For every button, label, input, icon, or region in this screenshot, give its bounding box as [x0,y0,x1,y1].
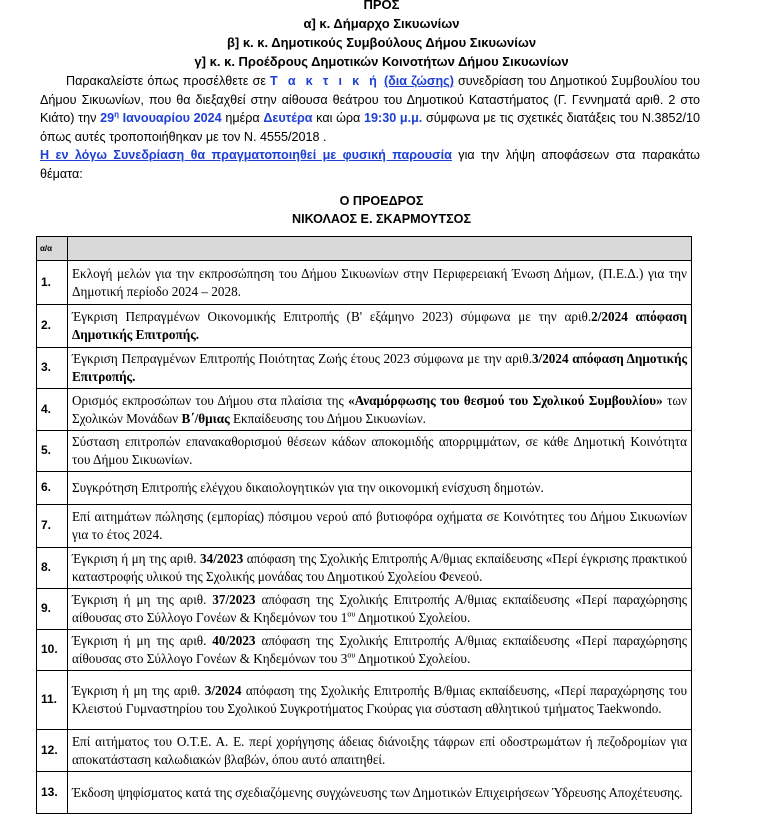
signature-name: ΝΙΚΟΛΑΟΣ Ε. ΣΚΑΡΜΟΥΤΣΟΣ [291,212,472,226]
agenda-row: 12. Επί αιτήματος του Ο.Τ.Ε. Α. Ε. περί χορήγησης άδειας διάνοιξης τάφρων επί οδοστρωμάτων ή πεζοδρομίων για αποκατάσταση καλωδιακών βλαβών, όπου αυτό απαιτηθεί. [37,730,692,772]
agenda-row: 5. Σύσταση επιτροπών επανακαθορισμού θέσεων κάδων αποκομιδής απορριμμάτων, σε κάθε Δημοτική Κοινότητα του Δήμου Σικυωνίων. [37,431,692,472]
agenda-header-subject [68,237,692,261]
addressee-presidents: γ] κ. κ. Προέδρους Δημοτικών Κοινοτήτων Δήμου Σικυωνίων [194,54,569,69]
agenda-row: 9. Έγκριση ή μη της αριθ. 37/2023 απόφαση της Σχολικής Επιτροπής Α/θμιας εκπαίδευσης «Περί παραχώρησης αίθουσας στο Σύλλογο Γονέων & Κηδεμόνων του $1^{o\upsilon}$ Δημοτικού Σχολείου. [37,589,692,630]
agenda-row: 4. Ορισμός εκπροσώπων του Δήμου στα πλαίσια της «Αναμόρφωσης του θεσμού του Σχολικού Συμβουλίου» των Σχολικών Μονάδων Β΄/θμιας Εκπαίδευσης του Δήμου Σικυωνίων. [37,389,692,431]
agenda-row: 11. Έγκριση ή μη της αριθ. 3/2024 απόφαση της Σχολικής Επιτροπής Β/θμιας εκπαίδευσης, «Περί παραχώρησης του Κλειστού Γυμναστηρίου του Σχολικού Συγκροτήματος Γκούρας για σύσταση αθλητικού τμήματος Taekwondo. [37,671,692,730]
agenda-row: 8. Έγκριση ή μη της αριθ. 34/2023 απόφαση της Σχολικής Επιτροπής Α/θμιας εκπαίδευσης «Περί έγκρισης πρακτικού καταστροφής υλικού της Σχολικής μονάδας του Δημοτικού Σχολείου Φενεού. [37,548,692,589]
addressee-label: ΠΡΟΣ [363,0,400,12]
invitation-text: Παρακαλείστε όπως προσέλθετε σε Τ α κ τ ι κ ή (δια ζώσης) συνεδρίαση του Δημοτικού Συμβουλίου του Δήμου Σικυωνίων, που θα διεξαχθεί στην αίθουσα θεάτρου του Δημοτικού Καταστήματος (Γ. Γεννηματά αριθ. 2 στο Κιάτο) την $29^\eta$ Ιανουαρίου 2024 ημέρα Δευτέρα και ώρα 19:30 μ.μ. σύμφωνα με τις σχετικές διατάξεις του Ν.3852/10 όπως αυτές τροποποιήθηκαν με τον Ν. 4555/2018 . Η εν λόγω Συνεδρίαση θα πραγματοποιηθεί με φυσική παρουσία για την λήψη αποφάσεων στα παρακάτω θέματα: [40,74,701,181]
addressee-councillors: β] κ. κ. Δημοτικούς Συμβούλους Δήμου Σικυωνίων [226,35,537,50]
agenda-row: 13. Έκδοση ψηφίσματος κατά της σχεδιαζόμενης συγχώνευσης των Δημοτικών Επιχειρήσεων Ύδρευσης Αποχέτευσης. [37,772,692,814]
signature-block [0,192,763,228]
physical-presence-note: Η εν λόγω Συνεδρίαση θα πραγματοποιηθεί με φυσική παρουσία [40,148,452,163]
agenda-row: 6. Συγκρότηση Επιτροπής ελέγχου δικαιολογητικών για την οικονομική ενίσχυση δημοτών. [37,472,692,505]
meeting-mode: (δια ζώσης) [383,74,454,88]
agenda-row: 2. Έγκριση Πεπραγμένων Οικονομικής Επιτροπής (Β' εξάμηνο 2023) σύμφωνα με την αριθ.2/2024 απόφαση Δημοτικής Επιτροπής. [37,305,692,348]
agenda-row: 1. Εκλογή μελών για την εκπροσώπηση του Δήμου Σικυωνίων στην Περιφερειακή Ένωση Δήμων, (Π.Ε.Δ.) για την Δημοτική περίοδο 2024 – 2028. [37,261,692,305]
agenda-row: 3. Έγκριση Πεπραγμένων Επιτροπής Ποιότητας Ζωής έτους 2023 σύμφωνα με την αριθ.3/2024 απόφαση Δημοτικής Επιτροπής. [37,348,692,389]
signature-title: Ο ΠΡΟΕΔΡΟΣ [339,194,424,208]
meeting-date: $29^\eta$ Ιανουαρίου 2024 [100,110,222,126]
addressee-mayor: α] κ. Δήμαρχο Σικυωνίων [303,16,460,31]
agenda-row: 10. Έγκριση ή μη της αριθ. 40/2023 απόφαση της Σχολικής Επιτροπής Α/θμιας εκπαίδευσης «Περί παραχώρησης αίθουσας στο Σύλλογο Γονέων & Κηδεμόνων του $3^{o\upsilon}$ Δημοτικού Σχολείου. [37,630,692,671]
meeting-type: Τ α κ τ ι κ ή [270,74,380,88]
addressee-block [0,0,763,71]
meeting-time: 19:30 μ.μ. [364,111,423,126]
agenda-header-row [37,237,692,261]
meeting-weekday: Δευτέρα [263,111,313,126]
agenda-header-number: α/α [37,237,68,261]
agenda-table [36,236,692,814]
agenda-row: 7. Επί αιτημάτων πώλησης (εμπορίας) πόσιμου νερού από βυτιοφόρα οχήματα σε Κοινότητες του Δήμου Σικυωνίων για το έτος 2024. [37,505,692,548]
